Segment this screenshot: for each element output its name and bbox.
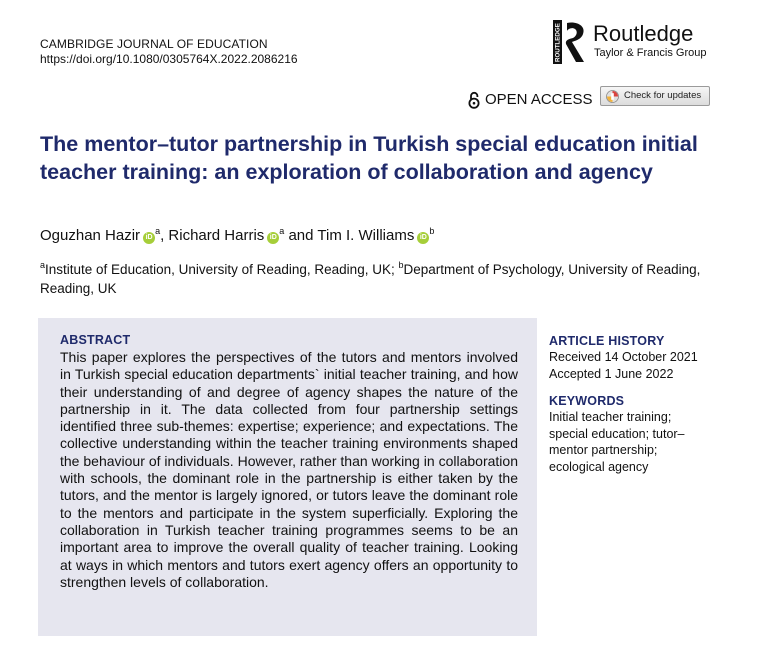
orcid-icon[interactable]: iD xyxy=(143,232,155,244)
crossmark-icon xyxy=(606,90,619,103)
orcid-icon[interactable]: iD xyxy=(417,232,429,244)
author-list xyxy=(40,226,434,246)
affiliation-text: Institute of Education, University of Reading, Reading, UK; xyxy=(45,262,399,277)
received-date: Received 14 October 2021 xyxy=(549,350,698,364)
article-title: The mentor–tutor partnership in Turkish special education initial teacher training: an exploration of collaboration and agency xyxy=(40,132,698,184)
publisher-subtitle: Taylor & Francis Group xyxy=(594,47,707,59)
abstract-text: This paper explores the perspectives of the tutors and mentors involved in Turkish special education departments` initial teacher training, and how their understanding of and degree of agency shapes the nature of the partnership in it. The data collected from four partnership settings identified three sub-themes: expertise; experience; and expectations. The collective understanding within the teacher training environments shaped the behaviour of individuals. However, rather than working in collaboration with schools, the dominant role in the partnership is either taken by the tutors, and the mentor is largely ignored, or tutors leave the dominant role to the mentors and participate in the system superficially. Exploring the collaboration in Turkish teacher training programmes seems to be an important area to improve the overall quality of teacher training. Looking at ways in which mentors and tutors exert agency offers an opportunity to strengthen levels of collaboration. xyxy=(60,349,518,590)
author-name[interactable]: Richard Harris xyxy=(168,227,265,244)
abstract-heading: ABSTRACT xyxy=(60,333,131,347)
accepted-date: Accepted 1 June 2022 xyxy=(549,366,674,381)
open-lock-icon xyxy=(467,91,481,109)
publisher-name: Routledge xyxy=(593,21,694,46)
article-sidebar xyxy=(549,333,749,475)
journal-name: CAMBRIDGE JOURNAL OF EDUCATION xyxy=(40,37,268,51)
author-affiliation-mark: a xyxy=(155,226,161,236)
affiliation-mark: b xyxy=(398,260,404,270)
keyword-line: Initial teacher training; xyxy=(549,410,672,424)
publisher-logo xyxy=(553,20,723,66)
keyword-line: special education; tutor– xyxy=(549,426,685,441)
orcid-icon[interactable]: iD xyxy=(267,232,279,244)
open-access-label: OPEN ACCESS xyxy=(485,91,593,108)
author-affiliation-mark: b xyxy=(429,226,435,236)
check-for-updates-button[interactable] xyxy=(600,86,710,106)
affiliation-mark: a xyxy=(40,260,46,270)
routledge-logo xyxy=(553,20,589,64)
check-for-updates-label: Check for updates xyxy=(624,90,702,101)
journal-doi[interactable]: https://doi.org/10.1080/0305764X.2022.2086216 xyxy=(40,52,298,66)
author-separator: , xyxy=(160,227,169,244)
keyword-line: mentor partnership; xyxy=(549,443,658,457)
author-name[interactable]: Oguzhan Hazir xyxy=(40,227,141,244)
keyword-line: ecological agency xyxy=(549,459,649,474)
svg-text:ROUTLEDGE: ROUTLEDGE xyxy=(554,23,562,62)
keywords-heading: KEYWORDS xyxy=(549,394,625,408)
journal-info xyxy=(40,37,298,67)
author-separator: and xyxy=(284,227,318,244)
author-name[interactable]: Tim I. Williams xyxy=(317,227,415,244)
affiliation-text: Department of Psychology, University of Reading, Reading, UK xyxy=(40,262,701,296)
article-history-heading: ARTICLE HISTORY xyxy=(549,334,665,348)
author-affiliation-mark: a xyxy=(279,226,285,236)
affiliations xyxy=(40,260,720,298)
